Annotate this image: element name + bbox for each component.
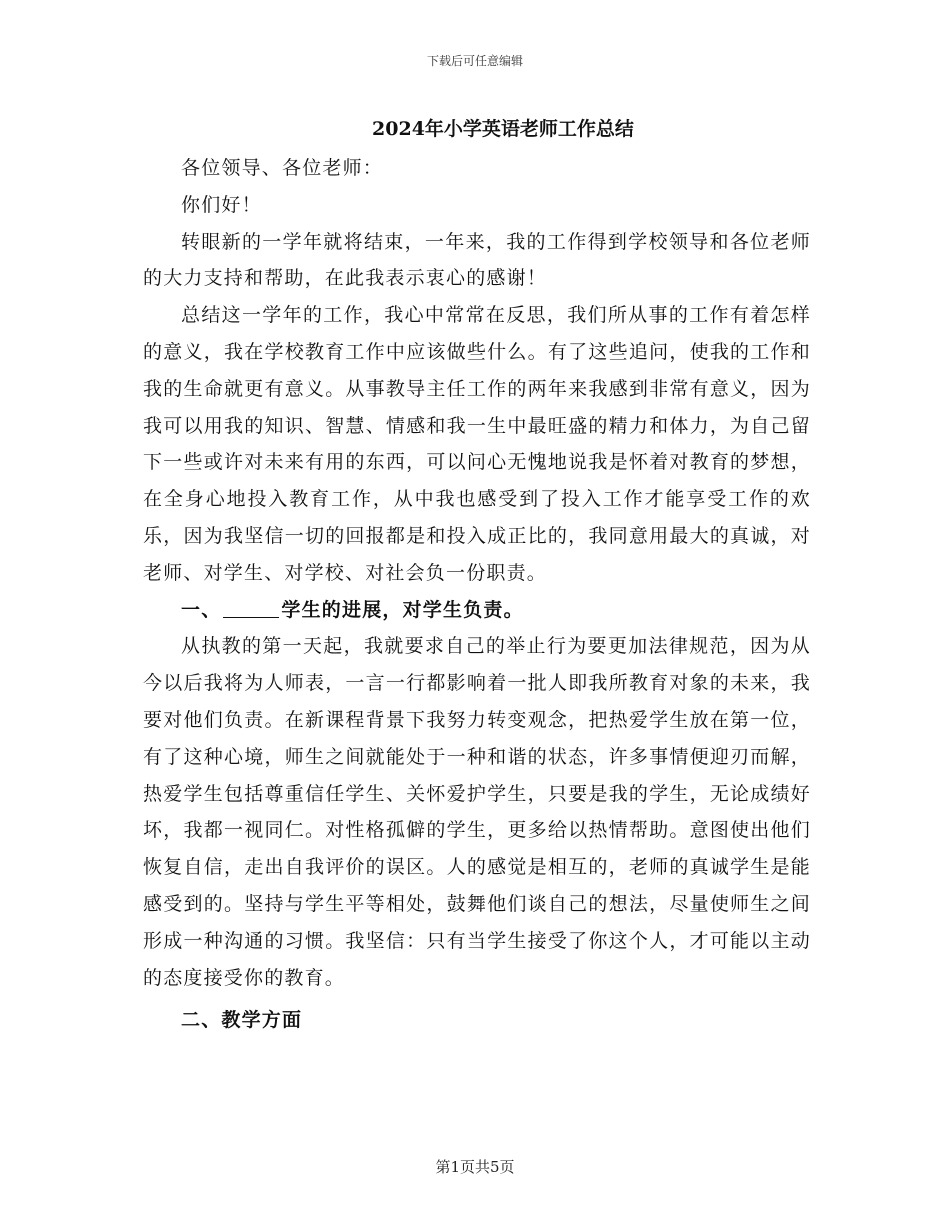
section-heading-1 xyxy=(143,592,811,629)
paragraph-intro: 转眼新的一学年就将结束，一年来，我的工作得到学校领导和各位老师的大力支持和帮助，在此我表示衷心的感谢！ xyxy=(143,230,811,290)
section-heading-2: 二、教学方面 xyxy=(181,1009,303,1032)
paragraph-students: 从执教的第一天起，我就要求自己的举止行为要更加法律规范，因为从今以后我将为人师表，一言一行都影响着一批人即我所教育对象的未来，我要对他们负责。在新课程背景下我努力转变观念，把热爱学生放在第一位，有了这种心境，师生之间就能处于一种和谐的状态，许多事情便迎刃而解，热爱学生包括尊重信任学生、关怀爱护学生，只要是我的学生，无论成绩好坏，我都一视同仁。对性格孤僻的学生，更多给以热情帮助。意图使出他们恢复自信，走出自我评价的误区。人的感觉是相互的，老师的真诚学生是能感受到的。坚持与学生平等相处，鼓舞他们谈自己的想法，尽量使师生之间形成一种沟通的习惯。我坚信：只有当学生接受了你这个人，才可能以主动的态度接受你的教育。 xyxy=(143,635,811,989)
section-heading-1-suffix: 学生的进展，对学生负责。 xyxy=(281,598,524,621)
document-body xyxy=(143,114,811,1039)
greeting-line: 各位领导、各位老师： xyxy=(181,157,384,179)
hello-line: 你们好！ xyxy=(181,193,262,216)
fill-in-blank xyxy=(223,597,279,618)
section-heading-1-prefix: 一、 xyxy=(181,598,222,621)
page-footer-pagination: 第1页共5页 xyxy=(435,1158,515,1176)
page-header-note: 下载后可任意编辑 xyxy=(426,54,523,68)
paragraph-reflection: 总结这一学年的工作，我心中常常在反思，我们所从事的工作有着怎样的意义，我在学校教育工作中应该做些什么。有了这些追问，使我的工作和我的生命就更有意义。从事教导主任工作的两年来我感到非常有意义，因为我可以用我的知识、智慧、情感和我一生中最旺盛的精力和体力，为自己留下一些或许对未来有用的东西，可以问心无愧地说我是怀着对教育的梦想，在全身心地投入教育工作，从中我也感受到了投入工作才能享受工作的欢乐，因为我坚信一切的回报都是和投入成正比的，我同意用最大的真诚，对老师、对学生、对学校、对社会负一份职责。 xyxy=(143,304,811,584)
document-title: 2024年小学英语老师工作总结 xyxy=(372,118,634,140)
